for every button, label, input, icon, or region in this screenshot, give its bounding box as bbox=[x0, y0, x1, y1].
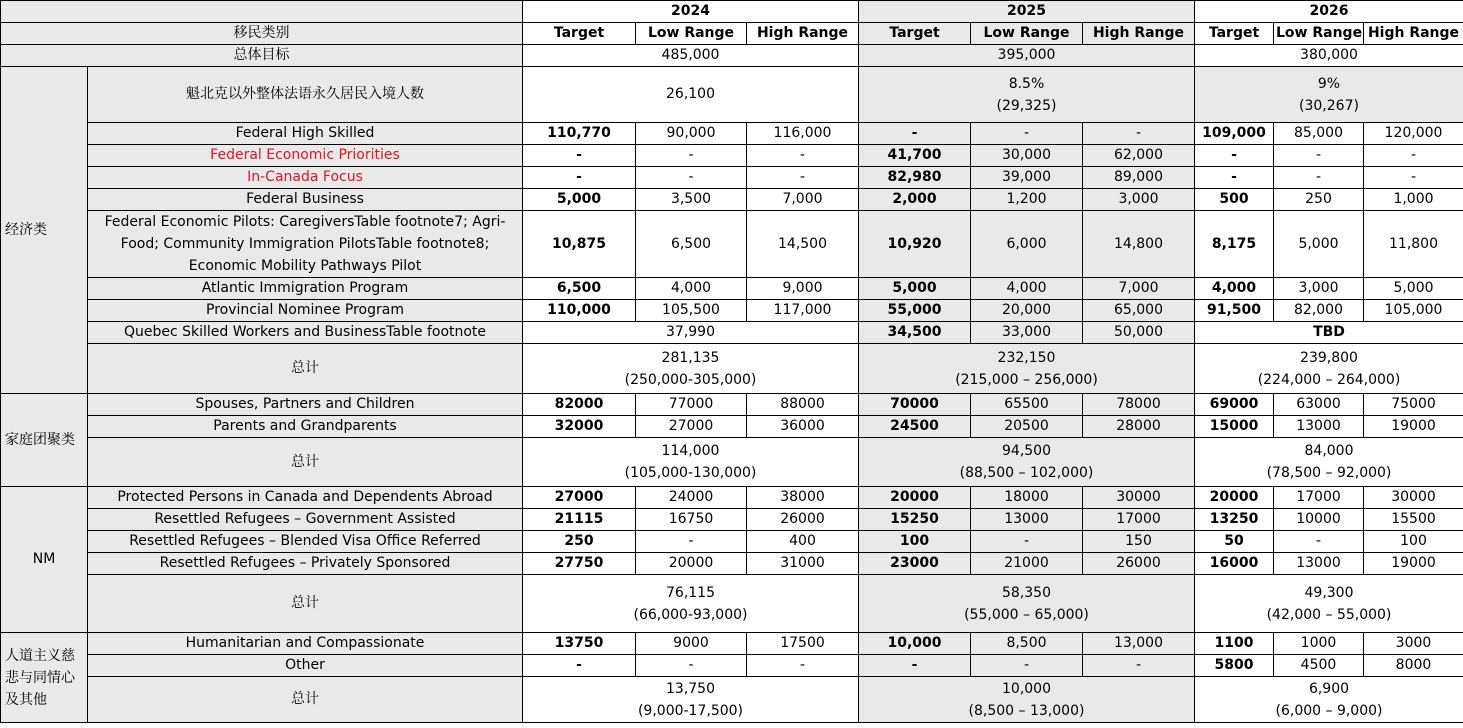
quebec-target-2025: 34,500 bbox=[859, 322, 971, 344]
cell-high-2026: 8000 bbox=[1364, 655, 1463, 677]
cell-high-2025: 150 bbox=[1083, 531, 1195, 553]
table-row bbox=[1, 123, 1463, 145]
overall-2024: 485,000 bbox=[523, 45, 859, 67]
cell-high-2026: 30000 bbox=[1364, 487, 1463, 509]
cell-high-2024: - bbox=[747, 145, 859, 167]
total-range: (8,500 – 13,000) bbox=[968, 702, 1085, 719]
program-name: Atlantic Immigration Program bbox=[88, 278, 523, 300]
overall-label: 总体目标 bbox=[1, 45, 523, 67]
cell-target-2026: 16000 bbox=[1195, 553, 1274, 575]
cell-target-2025: 55,000 bbox=[859, 300, 971, 322]
table-row bbox=[1, 655, 1463, 677]
cell-target-2025: 82,980 bbox=[859, 167, 971, 189]
table-row bbox=[1, 278, 1463, 300]
cell-target-2026: 20000 bbox=[1195, 487, 1274, 509]
cell-high-2026: 19000 bbox=[1364, 553, 1463, 575]
total-value: 281,135 bbox=[661, 349, 720, 366]
cell-low-2024: 27000 bbox=[636, 416, 747, 438]
refugee-total-row bbox=[1, 575, 1463, 633]
cell-target-2025: 10,000 bbox=[859, 633, 971, 655]
francophone-row bbox=[1, 67, 1463, 123]
cell-target-2025: 15250 bbox=[859, 509, 971, 531]
cell-high-2025: 26000 bbox=[1083, 553, 1195, 575]
cell-target-2026: 8,175 bbox=[1195, 211, 1274, 278]
year-2026: 2026 bbox=[1195, 1, 1463, 23]
economic-total-row bbox=[1, 344, 1463, 394]
humanitarian-total-2025 bbox=[859, 677, 1195, 723]
family-total-2026 bbox=[1195, 438, 1463, 487]
cell-low-2026: - bbox=[1274, 167, 1364, 189]
humanitarian-total-2024 bbox=[523, 677, 859, 723]
cell-target-2026: 109,000 bbox=[1195, 123, 1274, 145]
cell-target-2024: 110,770 bbox=[523, 123, 636, 145]
cell-high-2024: - bbox=[747, 655, 859, 677]
cell-target-2024: 27000 bbox=[523, 487, 636, 509]
cell-target-2026: 5800 bbox=[1195, 655, 1274, 677]
total-value: 6,900 bbox=[1308, 680, 1350, 697]
cell-high-2025: 62,000 bbox=[1083, 145, 1195, 167]
cell-low-2026: 3,000 bbox=[1274, 278, 1364, 300]
family-total-2024 bbox=[523, 438, 859, 487]
cell-target-2024: - bbox=[523, 145, 636, 167]
overall-target-row bbox=[1, 45, 1463, 67]
total-range: (42,000 – 55,000) bbox=[1266, 606, 1392, 623]
sub-low-2024: Low Range bbox=[636, 23, 747, 45]
cell-low-2026: - bbox=[1274, 531, 1364, 553]
total-value: 49,300 bbox=[1304, 584, 1354, 601]
economic-total-2025 bbox=[859, 344, 1195, 394]
cell-low-2025: 1,200 bbox=[971, 189, 1083, 211]
cell-low-2026: 250 bbox=[1274, 189, 1364, 211]
cell-low-2024: - bbox=[636, 531, 747, 553]
cell-high-2025: 7,000 bbox=[1083, 278, 1195, 300]
cell-target-2025: 23000 bbox=[859, 553, 971, 575]
total-value: 239,800 bbox=[1300, 349, 1358, 366]
program-name: In-Canada Focus bbox=[88, 167, 523, 189]
cell-low-2026: 17000 bbox=[1274, 487, 1364, 509]
cell-high-2026: 3000 bbox=[1364, 633, 1463, 655]
cell-low-2025: 20500 bbox=[971, 416, 1083, 438]
cell-low-2026: 10000 bbox=[1274, 509, 1364, 531]
cell-low-2024: - bbox=[636, 167, 747, 189]
total-range: (105,000-130,000) bbox=[624, 465, 757, 481]
group-humanitarian-line3: 及其他 bbox=[5, 691, 47, 708]
cell-target-2025: 10,920 bbox=[859, 211, 971, 278]
cell-low-2024: 90,000 bbox=[636, 123, 747, 145]
cell-low-2026: - bbox=[1274, 145, 1364, 167]
cell-low-2026: 82,000 bbox=[1274, 300, 1364, 322]
total-label: 总计 bbox=[88, 344, 523, 394]
cell-high-2026: - bbox=[1364, 167, 1463, 189]
cell-low-2025: 21000 bbox=[971, 553, 1083, 575]
cell-low-2024: - bbox=[636, 145, 747, 167]
francophone-2025-pct: 8.5% bbox=[1008, 75, 1045, 92]
cell-target-2026: 13250 bbox=[1195, 509, 1274, 531]
cell-low-2025: - bbox=[971, 123, 1083, 145]
cell-target-2024: 13750 bbox=[523, 633, 636, 655]
cell-high-2024: 36000 bbox=[747, 416, 859, 438]
total-range: (88,500 – 102,000) bbox=[959, 465, 1094, 481]
program-name: Federal Business bbox=[88, 189, 523, 211]
cell-low-2024: 24000 bbox=[636, 487, 747, 509]
year-2025: 2025 bbox=[859, 1, 1195, 23]
cell-low-2026: 5,000 bbox=[1274, 211, 1364, 278]
cell-low-2026: 63000 bbox=[1274, 394, 1364, 416]
total-range: (66,000-93,000) bbox=[633, 606, 748, 623]
cell-target-2026: 500 bbox=[1195, 189, 1274, 211]
refugee-total-2025 bbox=[859, 575, 1195, 633]
total-value: 10,000 bbox=[1002, 680, 1051, 697]
cell-high-2025: 89,000 bbox=[1083, 167, 1195, 189]
cell-target-2026: 15000 bbox=[1195, 416, 1274, 438]
francophone-label: 魁北克以外整体法语永久居民入境人数 bbox=[88, 67, 523, 123]
cell-target-2026: 50 bbox=[1195, 531, 1274, 553]
cell-high-2024: - bbox=[747, 167, 859, 189]
cell-high-2025: 65,000 bbox=[1083, 300, 1195, 322]
total-range: (6,000 – 9,000) bbox=[1275, 702, 1383, 719]
total-value: 84,000 bbox=[1304, 443, 1354, 459]
group-humanitarian-line1: 人道主义慈 bbox=[5, 647, 75, 664]
program-name: Resettled Refugees – Privately Sponsored bbox=[88, 553, 523, 575]
cell-high-2024: 400 bbox=[747, 531, 859, 553]
humanitarian-total-2026 bbox=[1195, 677, 1463, 723]
table-row bbox=[1, 416, 1463, 438]
table-row bbox=[1, 531, 1463, 553]
cell-low-2024: 4,000 bbox=[636, 278, 747, 300]
cell-low-2026: 13000 bbox=[1274, 416, 1364, 438]
sub-high-2024: High Range bbox=[747, 23, 859, 45]
quebec-high-2025: 50,000 bbox=[1083, 322, 1195, 344]
cell-high-2024: 7,000 bbox=[747, 189, 859, 211]
cell-low-2025: 18000 bbox=[971, 487, 1083, 509]
cell-low-2025: 65500 bbox=[971, 394, 1083, 416]
cell-low-2025: 13000 bbox=[971, 509, 1083, 531]
cell-high-2024: 117,000 bbox=[747, 300, 859, 322]
cell-target-2026: 91,500 bbox=[1195, 300, 1274, 322]
total-label: 总计 bbox=[88, 677, 523, 723]
cell-target-2025: 41,700 bbox=[859, 145, 971, 167]
quebec-low-2025: 33,000 bbox=[971, 322, 1083, 344]
program-name: Resettled Refugees – Government Assisted bbox=[88, 509, 523, 531]
cell-target-2026: 4,000 bbox=[1195, 278, 1274, 300]
cell-target-2026: 1100 bbox=[1195, 633, 1274, 655]
cell-high-2026: 5,000 bbox=[1364, 278, 1463, 300]
cell-target-2026: 69000 bbox=[1195, 394, 1274, 416]
quebec-2026: TBD bbox=[1195, 322, 1463, 344]
cell-high-2025: 17000 bbox=[1083, 509, 1195, 531]
cell-target-2024: - bbox=[523, 167, 636, 189]
cell-high-2024: 26000 bbox=[747, 509, 859, 531]
cell-high-2025: - bbox=[1083, 123, 1195, 145]
cell-high-2025: 3,000 bbox=[1083, 189, 1195, 211]
program-name: Parents and Grandparents bbox=[88, 416, 523, 438]
cell-target-2024: 6,500 bbox=[523, 278, 636, 300]
group-family: 家庭团聚类 bbox=[1, 394, 88, 487]
table-row bbox=[1, 394, 1463, 416]
cell-high-2026: 1,000 bbox=[1364, 189, 1463, 211]
total-range: (78,500 – 92,000) bbox=[1266, 465, 1392, 481]
cell-target-2025: 20000 bbox=[859, 487, 971, 509]
total-value: 76,115 bbox=[666, 584, 715, 601]
cell-high-2024: 9,000 bbox=[747, 278, 859, 300]
quebec-2024: 37,990 bbox=[523, 322, 859, 344]
cell-target-2025: - bbox=[859, 655, 971, 677]
group-humanitarian bbox=[1, 633, 88, 723]
family-total-row bbox=[1, 438, 1463, 487]
program-name: Spouses, Partners and Children bbox=[88, 394, 523, 416]
table-row bbox=[1, 633, 1463, 655]
cell-low-2025: - bbox=[971, 531, 1083, 553]
program-name: Humanitarian and Compassionate bbox=[88, 633, 523, 655]
cell-high-2025: 30000 bbox=[1083, 487, 1195, 509]
table-row bbox=[1, 211, 1463, 278]
cell-target-2025: 2,000 bbox=[859, 189, 971, 211]
cell-high-2024: 38000 bbox=[747, 487, 859, 509]
overall-2026: 380,000 bbox=[1195, 45, 1463, 67]
header-blank bbox=[1, 1, 523, 23]
francophone-2026-pct: 9% bbox=[1317, 75, 1341, 92]
sub-target-2024: Target bbox=[523, 23, 636, 45]
francophone-2025 bbox=[859, 67, 1195, 123]
total-label: 总计 bbox=[88, 438, 523, 487]
cell-low-2024: 16750 bbox=[636, 509, 747, 531]
group-nm: NM bbox=[1, 487, 88, 633]
cell-target-2026: - bbox=[1195, 145, 1274, 167]
cell-target-2024: 10,875 bbox=[523, 211, 636, 278]
cell-low-2025: 4,000 bbox=[971, 278, 1083, 300]
cell-low-2024: 9000 bbox=[636, 633, 747, 655]
total-range: (215,000 – 256,000) bbox=[955, 371, 1098, 388]
cell-high-2026: - bbox=[1364, 145, 1463, 167]
cell-low-2024: 20000 bbox=[636, 553, 747, 575]
cell-target-2025: 100 bbox=[859, 531, 971, 553]
table-row bbox=[1, 487, 1463, 509]
cell-low-2024: 6,500 bbox=[636, 211, 747, 278]
cell-high-2024: 17500 bbox=[747, 633, 859, 655]
table-row bbox=[1, 167, 1463, 189]
cell-low-2025: 20,000 bbox=[971, 300, 1083, 322]
cell-target-2024: 32000 bbox=[523, 416, 636, 438]
year-2024: 2024 bbox=[523, 1, 859, 23]
cell-target-2026: - bbox=[1195, 167, 1274, 189]
family-total-2025 bbox=[859, 438, 1195, 487]
francophone-2026 bbox=[1195, 67, 1463, 123]
overall-2025: 395,000 bbox=[859, 45, 1195, 67]
cell-high-2026: 11,800 bbox=[1364, 211, 1463, 278]
program-name: Federal Economic Pilots: CaregiversTable footnote7; Agri-Food; Community Immigration PilotsTable footnote8; Economic Mobility Pathways Pilot bbox=[88, 211, 523, 278]
sub-target-2026: Target bbox=[1195, 23, 1274, 45]
program-name: Quebec Skilled Workers and BusinessTable footnote bbox=[88, 322, 523, 344]
sub-low-2025: Low Range bbox=[971, 23, 1083, 45]
table-row bbox=[1, 509, 1463, 531]
cell-high-2026: 105,000 bbox=[1364, 300, 1463, 322]
cell-high-2024: 14,500 bbox=[747, 211, 859, 278]
cell-target-2024: 21115 bbox=[523, 509, 636, 531]
cell-low-2025: 8,500 bbox=[971, 633, 1083, 655]
cell-low-2026: 85,000 bbox=[1274, 123, 1364, 145]
total-label: 总计 bbox=[88, 575, 523, 633]
cell-low-2026: 4500 bbox=[1274, 655, 1364, 677]
cell-low-2026: 1000 bbox=[1274, 633, 1364, 655]
cell-target-2024: 250 bbox=[523, 531, 636, 553]
cell-low-2025: - bbox=[971, 655, 1083, 677]
total-range: (224,000 – 264,000) bbox=[1257, 371, 1401, 388]
cell-target-2024: - bbox=[523, 655, 636, 677]
cell-high-2026: 15500 bbox=[1364, 509, 1463, 531]
francophone-2026-num: (30,267) bbox=[1299, 97, 1359, 114]
sub-low-2026: Low Range bbox=[1274, 23, 1364, 45]
economic-total-2026 bbox=[1195, 344, 1463, 394]
cell-high-2025: 14,800 bbox=[1083, 211, 1195, 278]
cell-low-2024: 77000 bbox=[636, 394, 747, 416]
total-value: 13,750 bbox=[666, 680, 715, 697]
cell-high-2024: 116,000 bbox=[747, 123, 859, 145]
header-year-row bbox=[1, 1, 1463, 23]
cell-target-2025: 24500 bbox=[859, 416, 971, 438]
cell-high-2025: 28000 bbox=[1083, 416, 1195, 438]
cell-high-2026: 120,000 bbox=[1364, 123, 1463, 145]
cell-high-2025: 13,000 bbox=[1083, 633, 1195, 655]
cell-target-2024: 5,000 bbox=[523, 189, 636, 211]
table-row bbox=[1, 189, 1463, 211]
program-name: Protected Persons in Canada and Dependents Abroad bbox=[88, 487, 523, 509]
economic-total-2024 bbox=[523, 344, 859, 394]
sub-high-2026: High Range bbox=[1364, 23, 1463, 45]
francophone-2025-num: (29,325) bbox=[996, 97, 1057, 114]
cell-target-2024: 82000 bbox=[523, 394, 636, 416]
cell-target-2024: 27750 bbox=[523, 553, 636, 575]
cell-high-2025: 78000 bbox=[1083, 394, 1195, 416]
cell-low-2024: 3,500 bbox=[636, 189, 747, 211]
cell-target-2025: 70000 bbox=[859, 394, 971, 416]
total-range: (250,000-305,000) bbox=[624, 371, 757, 388]
group-economic: 经济类 bbox=[1, 67, 88, 394]
sub-high-2025: High Range bbox=[1083, 23, 1195, 45]
humanitarian-total-row bbox=[1, 677, 1463, 723]
total-value: 94,500 bbox=[1002, 443, 1051, 459]
cell-high-2026: 19000 bbox=[1364, 416, 1463, 438]
cell-high-2024: 88000 bbox=[747, 394, 859, 416]
header-sub-row bbox=[1, 23, 1463, 45]
total-range: (55,000 – 65,000) bbox=[964, 606, 1089, 623]
total-value: 58,350 bbox=[1002, 584, 1051, 601]
sub-target-2025: Target bbox=[859, 23, 971, 45]
table-row bbox=[1, 145, 1463, 167]
program-name: Federal High Skilled bbox=[88, 123, 523, 145]
cell-high-2025: - bbox=[1083, 655, 1195, 677]
group-humanitarian-line2: 悲与同情心 bbox=[5, 669, 75, 686]
cell-low-2024: - bbox=[636, 655, 747, 677]
cell-target-2025: 5,000 bbox=[859, 278, 971, 300]
cell-low-2025: 30,000 bbox=[971, 145, 1083, 167]
refugee-total-2026 bbox=[1195, 575, 1463, 633]
refugee-total-2024 bbox=[523, 575, 859, 633]
cell-low-2026: 13000 bbox=[1274, 553, 1364, 575]
cell-low-2025: 39,000 bbox=[971, 167, 1083, 189]
cell-low-2024: 105,500 bbox=[636, 300, 747, 322]
total-value: 114,000 bbox=[661, 443, 720, 459]
program-name: Provincial Nominee Program bbox=[88, 300, 523, 322]
cell-target-2024: 110,000 bbox=[523, 300, 636, 322]
program-name: Federal Economic Priorities bbox=[88, 145, 523, 167]
total-value: 232,150 bbox=[997, 349, 1056, 366]
table-row bbox=[1, 553, 1463, 575]
program-name: Other bbox=[88, 655, 523, 677]
total-range: (9,000-17,500) bbox=[637, 702, 744, 719]
cell-high-2026: 75000 bbox=[1364, 394, 1463, 416]
cell-high-2026: 100 bbox=[1364, 531, 1463, 553]
table-row bbox=[1, 300, 1463, 322]
cell-high-2024: 31000 bbox=[747, 553, 859, 575]
cell-low-2025: 6,000 bbox=[971, 211, 1083, 278]
francophone-2024: 26,100 bbox=[523, 67, 859, 123]
cell-target-2025: - bbox=[859, 123, 971, 145]
program-name: Resettled Refugees – Blended Visa Office Referred bbox=[88, 531, 523, 553]
category-label: 移民类别 bbox=[1, 23, 523, 45]
quebec-row bbox=[1, 322, 1463, 344]
